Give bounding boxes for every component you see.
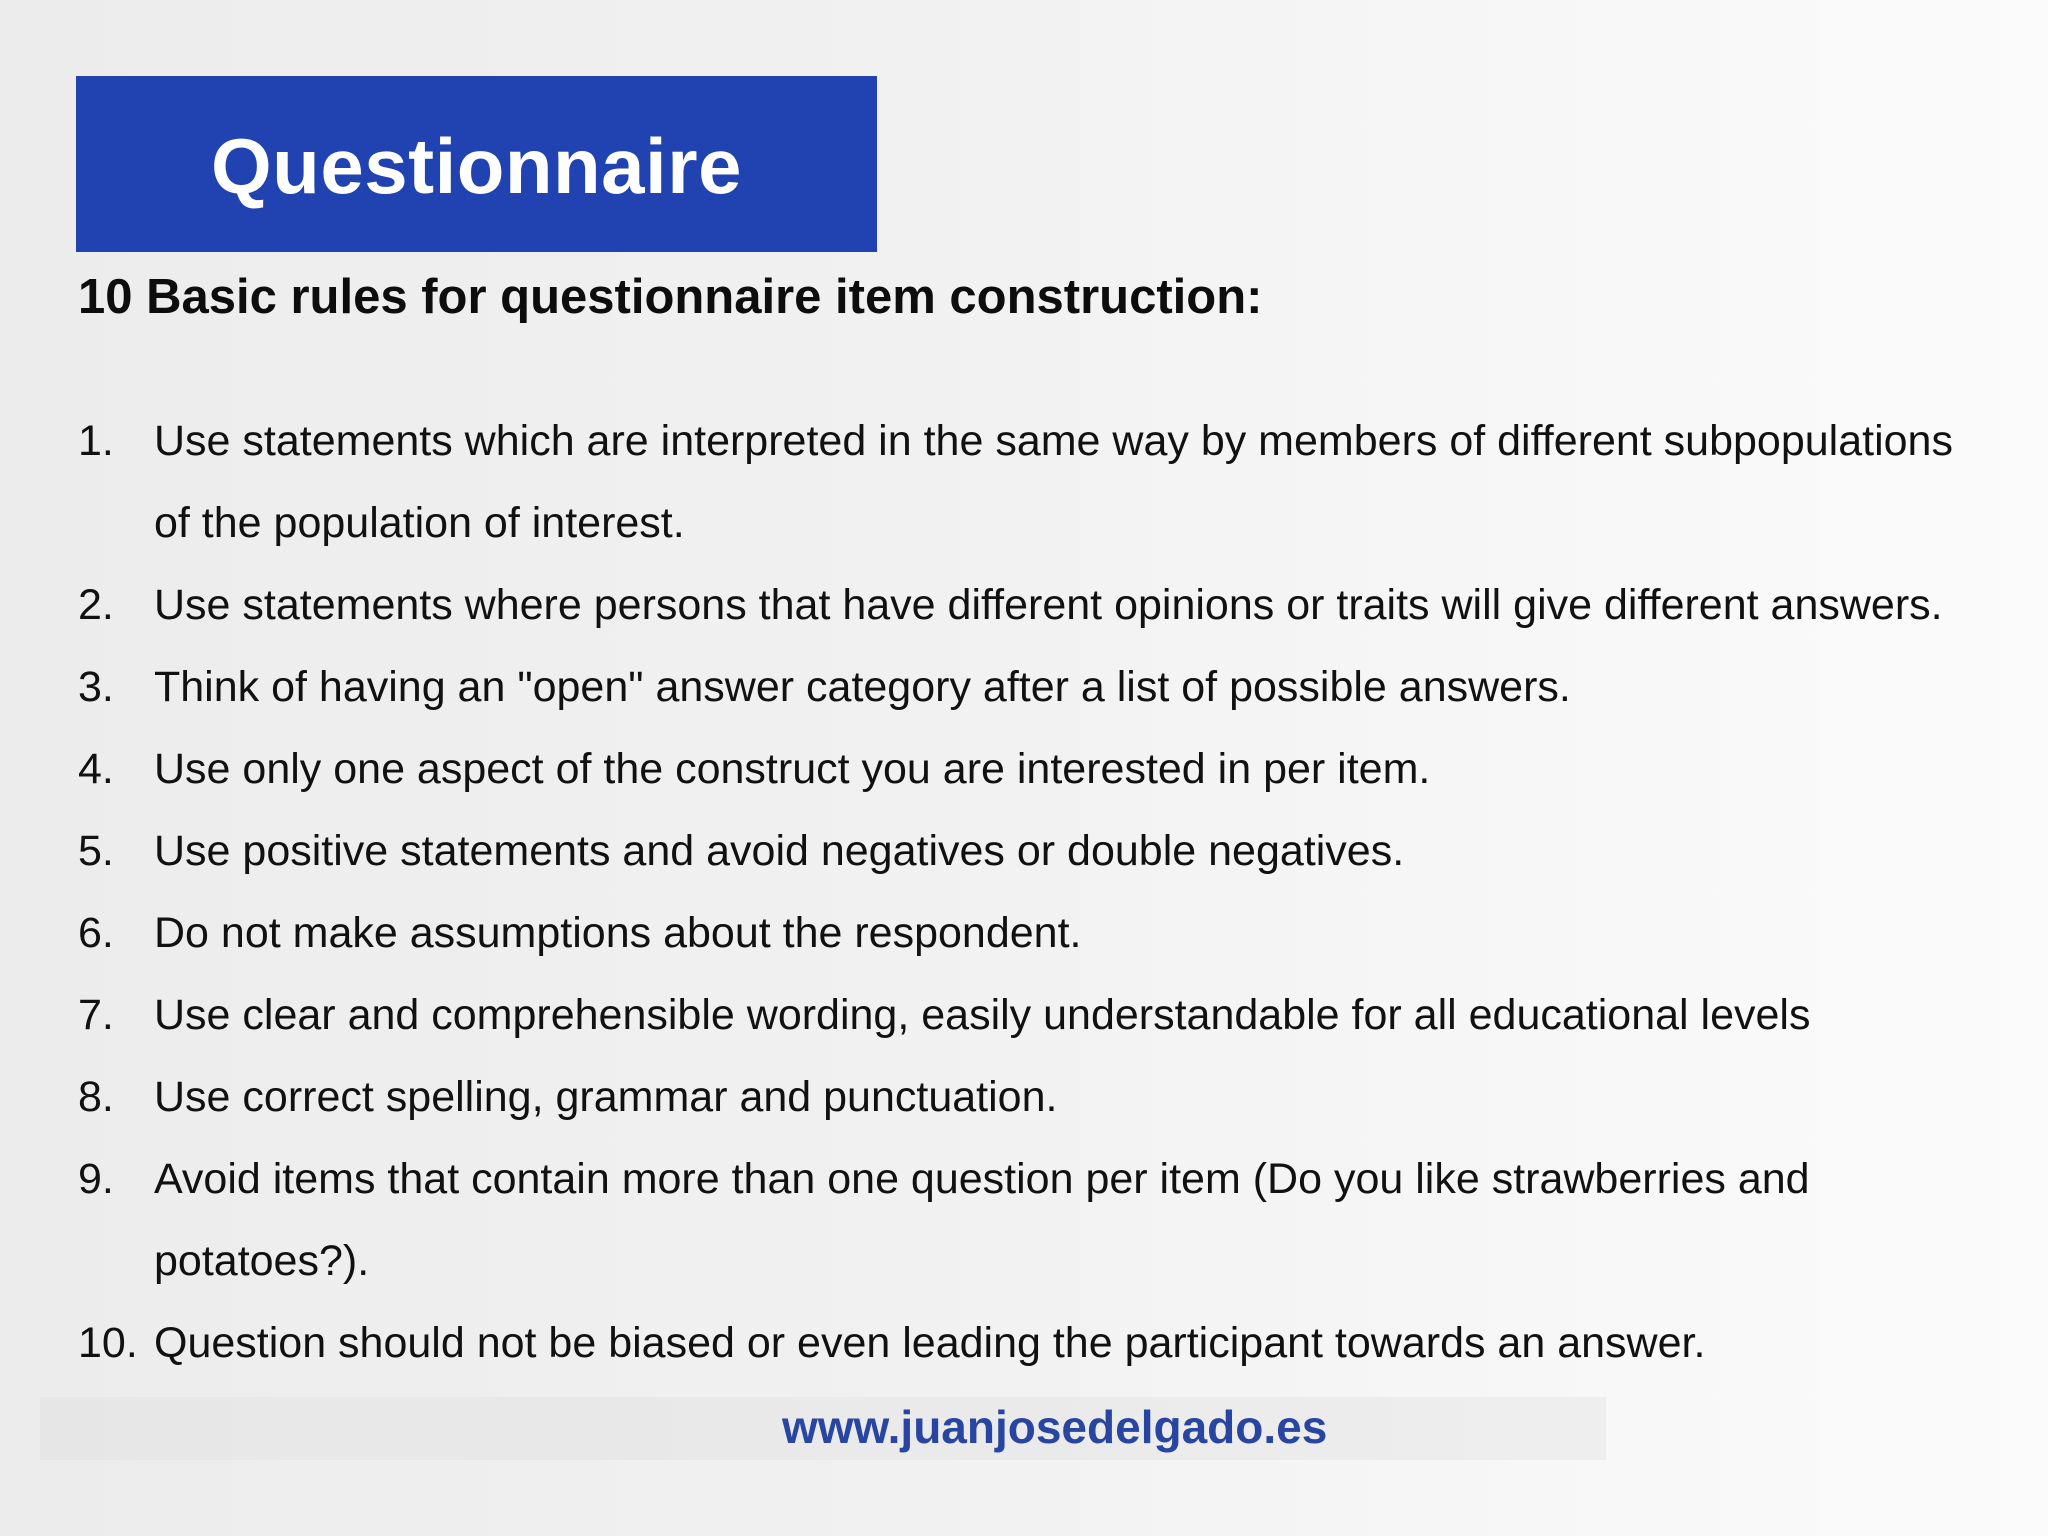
rule-text: Use clear and comprehensible wording, easily understandable for all educational levels [154, 991, 1811, 1039]
rule-text: Think of having an "open" answer category after a list of possible answers. [154, 663, 1571, 711]
rule-text: Question should not be biased or even leading the participant towards an answer. [154, 1319, 1706, 1367]
rule-text: Avoid items that contain more than one question per item (Do you like strawberries and potatoes?). [154, 1155, 1810, 1285]
rule-item [78, 1138, 1978, 1302]
rule-item [78, 564, 1978, 646]
rule-item [78, 728, 1978, 810]
rule-item [78, 1056, 1978, 1138]
watermark: www.juanjosedelgado.es [782, 1401, 1328, 1453]
rule-text: Use positive statements and avoid negatives or double negatives. [154, 827, 1405, 875]
rule-number: 5. [78, 827, 114, 875]
rule-text: Use statements where persons that have different opinions or traits will give different answers. [154, 581, 1943, 629]
rule-number: 4. [78, 745, 114, 793]
slide-subtitle: 10 Basic rules for questionnaire item construction: [78, 270, 1263, 324]
rule-number: 7. [78, 991, 114, 1039]
rule-number: 2. [78, 581, 114, 629]
rule-text: Use correct spelling, grammar and punctuation. [154, 1073, 1058, 1121]
rule-item [78, 810, 1978, 892]
rule-item [78, 646, 1978, 728]
rule-number: 3. [78, 663, 114, 711]
rule-number: 1. [78, 417, 114, 465]
rule-item [78, 1302, 1978, 1384]
slide-title: Questionnaire [211, 122, 742, 210]
rule-number: 10. [78, 1319, 138, 1367]
rule-item [78, 400, 1978, 564]
rule-number: 8. [78, 1073, 114, 1121]
rule-item [78, 892, 1978, 974]
rule-item [78, 974, 1978, 1056]
rule-text: Use only one aspect of the construct you are interested in per item. [154, 745, 1431, 793]
rule-number: 6. [78, 909, 114, 957]
rule-text: Use statements which are interpreted in the same way by members of different subpopulations of the population of interest. [154, 417, 1953, 547]
title-banner [76, 76, 877, 252]
rules-list [78, 400, 1978, 1384]
rule-number: 9. [78, 1155, 114, 1203]
rule-text: Do not make assumptions about the respondent. [154, 909, 1082, 957]
